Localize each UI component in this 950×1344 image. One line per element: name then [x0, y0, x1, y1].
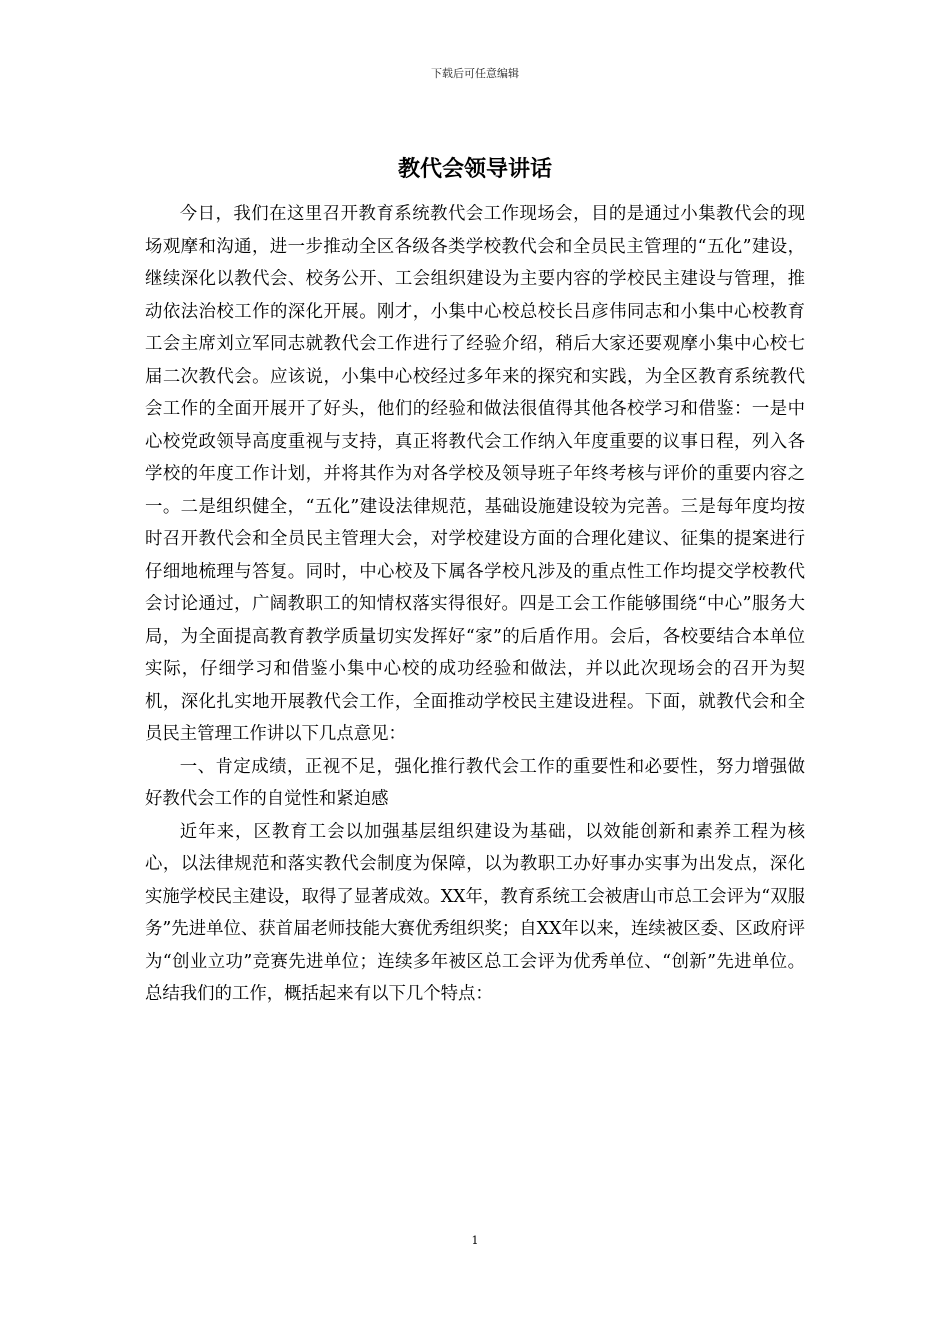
paragraph-heading: 一、肯定成绩，正视不足，强化推行教代会工作的重要性和必要性，努力增强做好教代会工作的自觉性和紧迫感 — [145, 756, 805, 809]
document-body — [145, 198, 805, 1011]
paragraph: 今日，我们在这里召开教育系统教代会工作现场会，目的是通过小集教代会的现场观摩和沟通，进一步推动全区各级各类学校教代会和全员民主管理的“五化”建设，继续深化以教代会、校务公开、工会组织建设为主要内容的学校民主建设与管理，推动依法治校工作的深化开展。刚才，小集中心校总校长吕彦伟同志和小集中心校教育工会主席刘立军同志就教代会工作进行了经验介绍，稍后大家还要观摩小集中心校七届二次教代会。应该说，小集中心校经过多年来的探究和实践，为全区教育系统教代会工作的全面开展开了好头，他们的经验和做法很值得其他各校学习和借鉴：一是中心校党政领导高度重视与支持，真正将教代会工作纳入年度重要的议事日程，列入各学校的年度工作计划，并将其作为对各学校及领导班子年终考核与评价的重要内容之一。二是组织健全，“五化”建设法律规范，基础设施建设较为完善。三是每年度均按时召开教代会和全员民主管理大会，对学校建设方面的合理化建议、征集的提案进行仔细地梳理与答复。同时，中心校及下属各学校凡涉及的重点性工作均提交学校教代会讨论通过，广阔教职工的知情权落实得很好。四是工会工作能够围绕“中心”服务大局，为全面提高教育教学质量切实发挥好“家”的后盾作用。会后，各校要结合本单位实际，仔细学习和借鉴小集中心校的成功经验和做法，并以此次现场会的召开为契机，深化扎实地开展教代会工作，全面推动学校民主建设进程。下面，就教代会和全员民主管理工作讲以下几点意见： — [145, 204, 805, 744]
page-number: 1 — [471, 1234, 479, 1247]
header-note: 下载后可任意编辑 — [431, 67, 519, 80]
document-title: 教代会领导讲话 — [397, 156, 552, 182]
paragraph: 近年来，区教育工会以加强基层组织建设为基础，以效能创新和素养工程为核心，以法律规范和落实教代会制度为保障，以为教职工办好事办实事为出发点，深化实施学校民主建设，取得了显著成效。XX年，教育系统工会被唐山市总工会评为“双服务”先进单位、获首届老师技能大赛优秀组织奖；自XX年以来，连续被区委、区政府评为“创业立功”竞赛先进单位；连续多年被区总工会评为优秀单位、“创新”先进单位。总结我们的工作，概括起来有以下几个特点： — [145, 821, 805, 1004]
